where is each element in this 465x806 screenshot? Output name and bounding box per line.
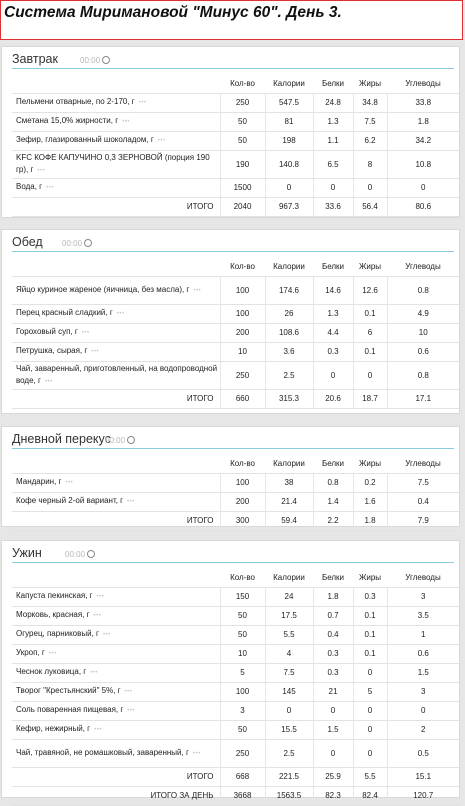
value-cell-fat: 12.6: [353, 276, 387, 304]
more-dots-icon[interactable]: •••: [91, 349, 100, 355]
value-cell-prot: 4.4: [313, 323, 353, 342]
value-cell-carb: 0: [387, 701, 459, 720]
value-cell-carb: 34.2: [387, 131, 459, 150]
column-header: Углеводы: [387, 257, 459, 276]
more-dots-icon[interactable]: •••: [124, 689, 133, 695]
food-name[interactable]: Укроп, г: [16, 648, 45, 657]
value-cell-fat: 0: [353, 739, 387, 767]
value-cell-prot: 24.8: [313, 93, 353, 112]
total-row: [12, 389, 459, 408]
value-cell-qty: 50: [220, 112, 265, 131]
food-name[interactable]: Вода, г: [16, 182, 43, 191]
food-name-cell: [12, 739, 220, 767]
value-cell-prot: 1.5: [313, 720, 353, 739]
table-row[interactable]: [12, 150, 459, 178]
value-cell-fat: 0.1: [353, 644, 387, 663]
value-cell-qty: 250: [220, 739, 265, 767]
total-row: [12, 511, 459, 530]
meal-header: [2, 47, 459, 69]
value-cell-prot: 0.3: [313, 663, 353, 682]
food-name-cell: [12, 304, 220, 323]
value-cell-fat: 0.2: [353, 473, 387, 492]
value-cell-kcal: 17.5: [265, 606, 313, 625]
food-name[interactable]: Чай, травяной, не ромашковый, заваренный, г: [16, 747, 189, 757]
total-row-carb: 17.1: [387, 389, 459, 408]
value-cell-carb: 0.8: [387, 276, 459, 304]
more-dots-icon[interactable]: •••: [37, 167, 46, 174]
value-cell-kcal: 2.5: [265, 361, 313, 389]
value-cell-carb: 0.4: [387, 492, 459, 511]
value-cell-qty: 50: [220, 606, 265, 625]
page-title: Система Миримановой "Минус 60". День 3.: [4, 4, 342, 21]
food-name-cell: [12, 625, 220, 644]
meal-time-value: 00:00: [62, 239, 83, 248]
meal-time[interactable]: [62, 239, 92, 248]
food-name[interactable]: Петрушка, сырая, г: [16, 346, 88, 355]
column-header: Калории: [265, 568, 313, 587]
table-row[interactable]: [12, 606, 459, 625]
food-name[interactable]: Мандарин, г: [16, 477, 62, 486]
food-name-cell: [12, 150, 220, 178]
divider: [12, 448, 454, 449]
meal-header: [2, 230, 459, 252]
meal-title: Дневной перекус: [12, 432, 111, 446]
food-name[interactable]: Творог "Крестьянский" 5%, г: [16, 686, 121, 695]
meal-header: [2, 541, 459, 563]
header-spacer: [12, 454, 220, 473]
value-cell-fat: 0: [353, 720, 387, 739]
clock-icon: [102, 56, 110, 64]
clock-icon: [87, 550, 95, 558]
value-cell-carb: 2: [387, 720, 459, 739]
column-header: Белки: [313, 74, 353, 93]
day-total-row-kcal: 1563.5: [265, 786, 313, 805]
value-cell-prot: 0.3: [313, 644, 353, 663]
meal-section: [1, 540, 460, 798]
value-cell-carb: 0.8: [387, 361, 459, 389]
value-cell-carb: 7.5: [387, 473, 459, 492]
food-name-cell: [12, 587, 220, 606]
food-name-cell: [12, 112, 220, 131]
table-row[interactable]: [12, 701, 459, 720]
meal-section: [1, 426, 460, 527]
column-header: Кол-во: [220, 454, 265, 473]
value-cell-qty: 3: [220, 701, 265, 720]
food-name[interactable]: Пельмени отварные, по 2-170, г: [16, 97, 135, 106]
table-row[interactable]: [12, 178, 459, 197]
value-cell-carb: 3: [387, 587, 459, 606]
value-cell-fat: 8: [353, 150, 387, 178]
table-row[interactable]: [12, 663, 459, 682]
value-cell-fat: 0.1: [353, 342, 387, 361]
column-header: Калории: [265, 454, 313, 473]
value-cell-kcal: 174.6: [265, 276, 313, 304]
food-name[interactable]: Морковь, красная, г: [16, 610, 90, 619]
food-name[interactable]: Огурец, парниковый, г: [16, 629, 99, 638]
value-cell-fat: 6: [353, 323, 387, 342]
column-header: Белки: [313, 568, 353, 587]
food-name[interactable]: Яйцо куриное жареное (яичница, без масла), г: [16, 284, 190, 294]
column-header: Жиры: [353, 454, 387, 473]
value-cell-kcal: 2.5: [265, 739, 313, 767]
value-cell-fat: 0.1: [353, 606, 387, 625]
more-dots-icon[interactable]: •••: [81, 330, 90, 336]
total-row-qty: 2040: [220, 197, 265, 216]
value-cell-prot: 1.4: [313, 492, 353, 511]
value-cell-fat: 7.5: [353, 112, 387, 131]
value-cell-fat: 0.3: [353, 587, 387, 606]
meal-title: Завтрак: [12, 52, 58, 66]
more-dots-icon[interactable]: •••: [138, 100, 147, 106]
value-cell-fat: 0: [353, 663, 387, 682]
divider: [12, 68, 454, 69]
header-spacer: [12, 568, 220, 587]
value-cell-kcal: 7.5: [265, 663, 313, 682]
value-cell-qty: 10: [220, 644, 265, 663]
value-cell-kcal: 140.8: [265, 150, 313, 178]
value-cell-prot: 0: [313, 178, 353, 197]
total-row-prot: 20.6: [313, 389, 353, 408]
table-row[interactable]: [12, 473, 459, 492]
more-dots-icon[interactable]: •••: [46, 185, 54, 191]
table-row[interactable]: [12, 304, 459, 323]
column-header: Калории: [265, 74, 313, 93]
meal-table: [12, 74, 459, 217]
value-cell-prot: 0: [313, 361, 353, 389]
meal-time-value: 00:00: [105, 436, 126, 445]
column-header: Жиры: [353, 257, 387, 276]
day-total-row: [12, 786, 459, 805]
meal-time[interactable]: [105, 436, 135, 445]
meal-time-value: 00:00: [65, 550, 86, 559]
food-name-cell: [12, 473, 220, 492]
value-cell-prot: 1.3: [313, 304, 353, 323]
value-cell-kcal: 198: [265, 131, 313, 150]
table-row[interactable]: [12, 739, 459, 767]
total-row-qty: 660: [220, 389, 265, 408]
total-row-carb: 7.9: [387, 511, 459, 530]
food-name[interactable]: Перец красный сладкий, г: [16, 308, 113, 317]
table-header-row: [12, 257, 459, 276]
food-name[interactable]: Гороховый суп, г: [16, 327, 78, 336]
value-cell-carb: 10: [387, 323, 459, 342]
value-cell-qty: 10: [220, 342, 265, 361]
value-cell-qty: 250: [220, 361, 265, 389]
value-cell-prot: 0.7: [313, 606, 353, 625]
table-row[interactable]: [12, 625, 459, 644]
more-dots-icon[interactable]: •••: [127, 708, 136, 714]
value-cell-kcal: 0: [265, 701, 313, 720]
food-name-cell: [12, 606, 220, 625]
meal-section: [1, 46, 460, 218]
day-total-row-qty: 3668: [220, 786, 265, 805]
column-header: Кол-во: [220, 74, 265, 93]
meal-title: Обед: [12, 235, 43, 249]
food-name[interactable]: Чай, заваренный, приготовленный, на водопроводной воде, г: [16, 363, 218, 385]
more-dots-icon[interactable]: •••: [94, 727, 102, 733]
value-cell-qty: 50: [220, 625, 265, 644]
table-row[interactable]: [12, 492, 459, 511]
total-row: [12, 197, 459, 216]
value-cell-qty: 150: [220, 587, 265, 606]
table-header-row: [12, 568, 459, 587]
table-row[interactable]: [12, 720, 459, 739]
value-cell-carb: 1.8: [387, 112, 459, 131]
food-name-cell: [12, 682, 220, 701]
value-cell-carb: 0: [387, 178, 459, 197]
value-cell-carb: 4.9: [387, 304, 459, 323]
value-cell-fat: 0.1: [353, 304, 387, 323]
value-cell-carb: 10.8: [387, 150, 459, 178]
meal-table: [12, 568, 459, 806]
value-cell-carb: 0.6: [387, 644, 459, 663]
value-cell-kcal: 0: [265, 178, 313, 197]
meal-time-value: 00:00: [80, 56, 101, 65]
food-name-cell: [12, 644, 220, 663]
column-header: Жиры: [353, 568, 387, 587]
food-name-cell: [12, 361, 220, 389]
value-cell-kcal: 15.5: [265, 720, 313, 739]
more-dots-icon[interactable]: •••: [116, 311, 125, 317]
header-spacer: [12, 74, 220, 93]
food-name-cell: [12, 720, 220, 739]
table-row[interactable]: [12, 587, 459, 606]
meal-header: [2, 427, 459, 449]
total-row-fat: 1.8: [353, 511, 387, 530]
table-row[interactable]: [12, 93, 459, 112]
table-row[interactable]: [12, 323, 459, 342]
value-cell-prot: 6.5: [313, 150, 353, 178]
table-row[interactable]: [12, 131, 459, 150]
value-cell-prot: 21: [313, 682, 353, 701]
value-cell-fat: 0: [353, 178, 387, 197]
total-row-label: ИТОГО: [12, 511, 220, 530]
value-cell-qty: 200: [220, 323, 265, 342]
food-name-cell: [12, 663, 220, 682]
total-row-fat: 56.4: [353, 197, 387, 216]
food-name[interactable]: Соль поваренная пищевая, г: [16, 705, 124, 714]
value-cell-fat: 0.1: [353, 625, 387, 644]
food-name-cell: [12, 131, 220, 150]
value-cell-qty: 100: [220, 682, 265, 701]
clock-icon: [84, 239, 92, 247]
food-name[interactable]: Чеснок луковица, г: [16, 667, 87, 676]
page-title-banner: [0, 0, 463, 40]
value-cell-prot: 1.1: [313, 131, 353, 150]
value-cell-kcal: 3.6: [265, 342, 313, 361]
total-row-kcal: 967.3: [265, 197, 313, 216]
food-name-cell: [12, 178, 220, 197]
food-name[interactable]: Кофе черный 2-ой вариант, г: [16, 496, 124, 505]
total-row-qty: 668: [220, 767, 265, 786]
meal-title: Ужин: [12, 546, 42, 560]
value-cell-kcal: 547.5: [265, 93, 313, 112]
more-dots-icon[interactable]: •••: [192, 750, 201, 757]
food-name-cell: [12, 492, 220, 511]
value-cell-kcal: 145: [265, 682, 313, 701]
meal-table: [12, 454, 459, 531]
more-dots-icon[interactable]: •••: [90, 670, 99, 676]
value-cell-kcal: 108.6: [265, 323, 313, 342]
table-row[interactable]: [12, 112, 459, 131]
value-cell-carb: 0.5: [387, 739, 459, 767]
total-row-kcal: 315.3: [265, 389, 313, 408]
meal-time[interactable]: [80, 56, 110, 65]
value-cell-kcal: 4: [265, 644, 313, 663]
day-total-row-label: ИТОГО ЗА ДЕНЬ: [12, 786, 220, 805]
column-header: Белки: [313, 257, 353, 276]
food-name-cell: [12, 276, 220, 304]
meal-section: [1, 229, 460, 414]
total-row-carb: 80.6: [387, 197, 459, 216]
food-name[interactable]: Кефир, нежирный, г: [16, 724, 91, 733]
value-cell-prot: 1.8: [313, 587, 353, 606]
more-dots-icon[interactable]: •••: [193, 287, 202, 294]
value-cell-carb: 1: [387, 625, 459, 644]
total-row-prot: 33.6: [313, 197, 353, 216]
value-cell-kcal: 26: [265, 304, 313, 323]
table-header-row: [12, 454, 459, 473]
column-header: Углеводы: [387, 454, 459, 473]
value-cell-kcal: 5.5: [265, 625, 313, 644]
food-name-cell: [12, 93, 220, 112]
more-dots-icon[interactable]: •••: [93, 613, 102, 619]
value-cell-fat: 0: [353, 361, 387, 389]
divider: [12, 251, 454, 252]
value-cell-carb: 3.5: [387, 606, 459, 625]
food-name-cell: [12, 323, 220, 342]
table-row[interactable]: [12, 682, 459, 701]
total-row-fat: 18.7: [353, 389, 387, 408]
meal-table: [12, 257, 459, 409]
more-dots-icon[interactable]: •••: [96, 594, 105, 600]
value-cell-prot: 0.4: [313, 625, 353, 644]
total-row-prot: 25.9: [313, 767, 353, 786]
food-name[interactable]: KFC КОФЕ КАПУЧИНО 0,3 ЗЕРНОВОЙ (порция 190 гр), г: [16, 152, 210, 174]
column-header: Углеводы: [387, 568, 459, 587]
value-cell-prot: 0.8: [313, 473, 353, 492]
total-row-prot: 2.2: [313, 511, 353, 530]
food-name-cell: [12, 701, 220, 720]
value-cell-qty: 190: [220, 150, 265, 178]
value-cell-carb: 3: [387, 682, 459, 701]
day-total-row-prot: 82.3: [313, 786, 353, 805]
food-name[interactable]: Зефир, глазированный шоколадом, г: [16, 135, 154, 144]
value-cell-fat: 1.6: [353, 492, 387, 511]
total-row-kcal: 221.5: [265, 767, 313, 786]
value-cell-kcal: 81: [265, 112, 313, 131]
value-cell-qty: 100: [220, 473, 265, 492]
table-row[interactable]: [12, 276, 459, 304]
more-dots-icon[interactable]: •••: [48, 651, 57, 657]
value-cell-prot: 0.3: [313, 342, 353, 361]
clock-icon: [127, 436, 135, 444]
meal-time[interactable]: [65, 550, 95, 559]
total-row: [12, 767, 459, 786]
column-header: Жиры: [353, 74, 387, 93]
value-cell-qty: 50: [220, 720, 265, 739]
value-cell-carb: 33.8: [387, 93, 459, 112]
value-cell-fat: 6.2: [353, 131, 387, 150]
value-cell-prot: 14.6: [313, 276, 353, 304]
value-cell-qty: 100: [220, 276, 265, 304]
more-dots-icon[interactable]: •••: [44, 378, 53, 385]
total-row-label: ИТОГО: [12, 389, 220, 408]
food-name[interactable]: Сметана 15,0% жирности, г: [16, 116, 119, 125]
value-cell-carb: 1.5: [387, 663, 459, 682]
total-row-qty: 300: [220, 511, 265, 530]
total-row-label: ИТОГО: [12, 197, 220, 216]
divider: [12, 562, 454, 563]
value-cell-fat: 34.8: [353, 93, 387, 112]
value-cell-qty: 250: [220, 93, 265, 112]
total-row-label: ИТОГО: [12, 767, 220, 786]
value-cell-carb: 0.6: [387, 342, 459, 361]
total-row-kcal: 59.4: [265, 511, 313, 530]
value-cell-fat: 0: [353, 701, 387, 720]
value-cell-kcal: 24: [265, 587, 313, 606]
header-spacer: [12, 257, 220, 276]
value-cell-qty: 100: [220, 304, 265, 323]
table-row[interactable]: [12, 644, 459, 663]
table-row[interactable]: [12, 361, 459, 389]
total-row-fat: 5.5: [353, 767, 387, 786]
table-header-row: [12, 74, 459, 93]
more-dots-icon[interactable]: •••: [102, 632, 111, 638]
column-header: Углеводы: [387, 74, 459, 93]
day-total-row-fat: 82.4: [353, 786, 387, 805]
value-cell-qty: 5: [220, 663, 265, 682]
value-cell-kcal: 38: [265, 473, 313, 492]
more-dots-icon[interactable]: •••: [127, 499, 135, 505]
value-cell-qty: 50: [220, 131, 265, 150]
more-dots-icon[interactable]: •••: [122, 119, 130, 125]
value-cell-qty: 1500: [220, 178, 265, 197]
column-header: Калории: [265, 257, 313, 276]
value-cell-kcal: 21.4: [265, 492, 313, 511]
column-header: Кол-во: [220, 568, 265, 587]
food-name[interactable]: Капуста пекинская, г: [16, 591, 93, 600]
value-cell-qty: 200: [220, 492, 265, 511]
table-row[interactable]: [12, 342, 459, 361]
value-cell-fat: 5: [353, 682, 387, 701]
value-cell-prot: 1.3: [313, 112, 353, 131]
food-name-cell: [12, 342, 220, 361]
more-dots-icon[interactable]: •••: [157, 138, 166, 144]
value-cell-prot: 0: [313, 701, 353, 720]
day-total-row-carb: 120.7: [387, 786, 459, 805]
value-cell-prot: 0: [313, 739, 353, 767]
more-dots-icon[interactable]: •••: [65, 480, 74, 486]
column-header: Белки: [313, 454, 353, 473]
total-row-carb: 15.1: [387, 767, 459, 786]
column-header: Кол-во: [220, 257, 265, 276]
